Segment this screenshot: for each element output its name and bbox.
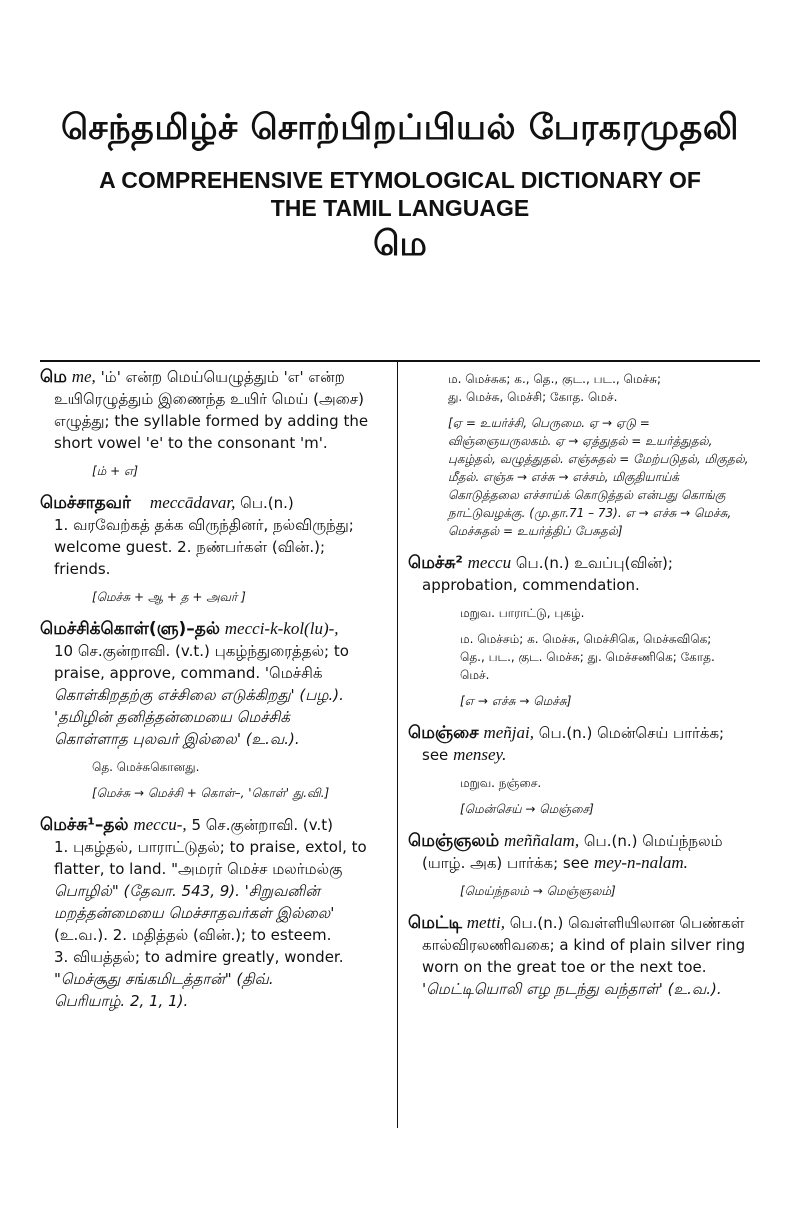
synonym-note: மறுவ. நஞ்சை. [460,776,542,790]
entry-meccu-2 [408,552,760,710]
quotation-line: "மெச்சூது சங்கமிடத்தான்" (திவ். [54,970,274,988]
english-title-line-1: A COMPREHENSIVE ETYMOLOGICAL DICTIONARY OF [99,167,701,193]
entry-meccu-1-continued [408,370,760,540]
quotation-line: 'மெட்டியொலி எழ நடந்து வந்தாள்' (உ.வ.). [422,980,722,998]
transliteration: meccādavar, [149,493,236,512]
section-letter: மெ [373,224,427,264]
definition-line: see [422,746,449,764]
definition-line: short vowel 'e' to the consonant 'm'. [54,434,328,452]
entry-menjai [408,722,760,818]
cognate-note: தெ. மெச்சுகொனது. [92,760,200,774]
etymology: [எ → எச்சு → மெச்சு] [460,694,572,708]
definition-line: flatter, to land. "அமரர் மெச்ச மலர்மல்கு [54,860,343,878]
headword: மெச்சிக்கொள்(ளு)–தல் [40,619,220,639]
quotation-line: 'தமிழின் தனித்தன்மையை மெச்சிக் [54,708,291,726]
transliteration: mecci-k-kol(lu)-, [224,619,339,638]
column-divider [397,362,398,1128]
cognate-note [408,630,760,684]
headword: மெட்டி [408,913,462,933]
etymology: [மெச்சு + ஆ + த + அவர் ] [92,590,246,604]
synonym-note: மறுவ. பாராட்டு, புகழ். [460,606,585,620]
page-header [0,108,800,268]
part-of-speech: பெ.(n.) மெய்ந்நலம் [583,832,723,850]
cognate-line: ம. மெச்சம்; க. மெச்சு, மெச்சிகெ, மெச்சுவிகெ; [460,632,712,646]
cross-reference: mensey. [453,745,507,764]
entry-me [40,366,392,480]
headword: மெச்சாதவர் [40,493,131,513]
headword: மெ [40,367,67,387]
definition-line: எழுத்து; the syllable formed by adding the [54,412,369,430]
transliteration: meccu-, [133,815,187,834]
header-divider [40,360,760,362]
part-of-speech: பெ.(n.) உவப்பு(வின்); [515,554,673,572]
definition-line: friends. [54,560,111,578]
definition-line: 'ம்' என்ற மெய்யெழுத்தும் 'எ' என்ற [100,368,345,386]
quotation-line: பெரியாழ். 2, 1, 1). [54,992,189,1010]
etymology: [ம் + எ] [92,464,139,478]
etymology: [மெய்ந்நலம் → மெஞ்ஞலம்] [460,884,616,898]
definition-line: கால்விரலணிவகை; a kind of plain silver ring [422,936,746,954]
part-of-speech: பெ.(n.) [240,494,294,512]
definition-line: approbation, commendation. [422,576,640,594]
etymology-line: [ஏ = உயர்ச்சி, பெருமை. ஏ → ஏடு = [448,416,650,430]
definition-line: (உ.வ.). 2. மதித்தல் (வின்.); to esteem. [54,926,332,944]
etymology-line: கொடுத்தலை எச்சாய்க் கொடுத்தல் என்பது கொங்கு [448,488,726,502]
entry-meccu-1 [40,814,392,1012]
definition-line: (யாழ். அக) பார்க்க; see [422,854,590,872]
part-of-speech: பெ.(n.) வெள்ளியிலான பெண்கள் [509,914,745,932]
etymology [408,414,760,540]
cognate-line: து. மெச்சு, மெச்சி; கோத. மெச். [448,390,618,404]
transliteration: meñjai, [483,723,534,742]
transliteration: metti, [466,913,506,932]
english-title-line-2: THE TAMIL LANGUAGE [270,195,530,221]
etymology-line: விஞ்ஞையருலகம். ஏ → ஏத்துதல் = உயர்த்துதல், [448,434,713,448]
quotation-line: பொழில்" (தேவா. 543, 9). 'சிறுவனின் [54,882,320,900]
headword: மெச்சு² [408,553,463,573]
quotation-line: கொள்கிறதற்கு எச்சிலை எடுக்கிறது' (பழ.). [54,686,344,704]
etymology: [மென்செய் → மெஞ்சை] [460,802,594,816]
transliteration: meccu [467,553,512,572]
entry-mecci-k-kol [40,618,392,802]
left-column [40,366,392,1022]
etymology-line: மீதல். எஞ்சு → எச்சு → எச்சம், மிகுதியாய்க் [448,470,680,484]
etymology: [மெச்சு → மெச்சி + கொள்–, 'கொள்' து.வி.] [92,786,330,800]
etymology-line: புகழ்தல், வழுத்துதல். எஞ்சுதல் = மேற்படுதல், மிகுதல், [448,452,749,466]
cross-reference: mey-n-nalam. [593,853,688,872]
headword: மெஞ்சை [408,723,479,743]
cognate-line: ம. மெச்சுக; க., தெ., குட., பட., மெச்சு; [448,372,662,386]
cognate-line: மெச். [460,668,490,682]
english-title [0,166,800,222]
definition-line: உயிரெழுத்தும் இணைந்த உயிர் மெய் (அசை) [54,390,364,408]
definition-line: praise, approve, command. 'மெச்சிக் [54,664,323,682]
tamil-title: செந்தமிழ்ச் சொற்பிறப்பியல் பேரகரமுதலி [60,108,739,148]
headword: மெஞ்ஞலம் [408,831,500,851]
entry-meccadavar [40,492,392,606]
part-of-speech: பெ.(n.) மென்செய் பார்க்க; [538,724,725,742]
cognate-note [408,370,760,406]
entry-mennalam [408,830,760,900]
right-column [408,366,760,1010]
definition-line: worn on the great toe or the next toe. [422,958,707,976]
definition-line: 10 செ.குன்றாவி. (v.t.) புகழ்ந்துரைத்தல்; to [54,642,349,660]
transliteration: meññalam, [504,831,580,850]
definition-line: 3. வியத்தல்; to admire greatly, wonder. [54,948,344,966]
headword: மெச்சு¹–தல் [40,815,129,835]
part-of-speech: 5 செ.குன்றாவி. (v.t) [191,816,333,834]
etymology-line: நாட்டுவழக்கு. (மு.தா.71 – 73). எ → எச்சு → மெச்சு, [448,506,732,520]
transliteration: me, [71,367,96,386]
entry-metti [408,912,760,1000]
definition-line: 1. புகழ்தல், பாராட்டுதல்; to praise, extol, to [54,838,367,856]
etymology-line: மெச்சுதல் = உயர்த்திப் பேசுதல்] [448,524,623,538]
cognate-line: தெ., பட., குட. மெச்சு; து. மெச்சணிகெ; கோத. [460,650,715,664]
definition-line: 1. வரவேற்கத் தக்க விருந்தினர், நல்விருந்து; [54,516,354,534]
definition-line: welcome guest. 2. நண்பர்கள் (வின்.); [54,538,326,556]
quotation-line: மறத்தன்மையை மெச்சாதவர்கள் இல்லை' [54,904,335,922]
quotation-line: கொள்ளாத புலவர் இல்லை' (உ.வ.). [54,730,300,748]
